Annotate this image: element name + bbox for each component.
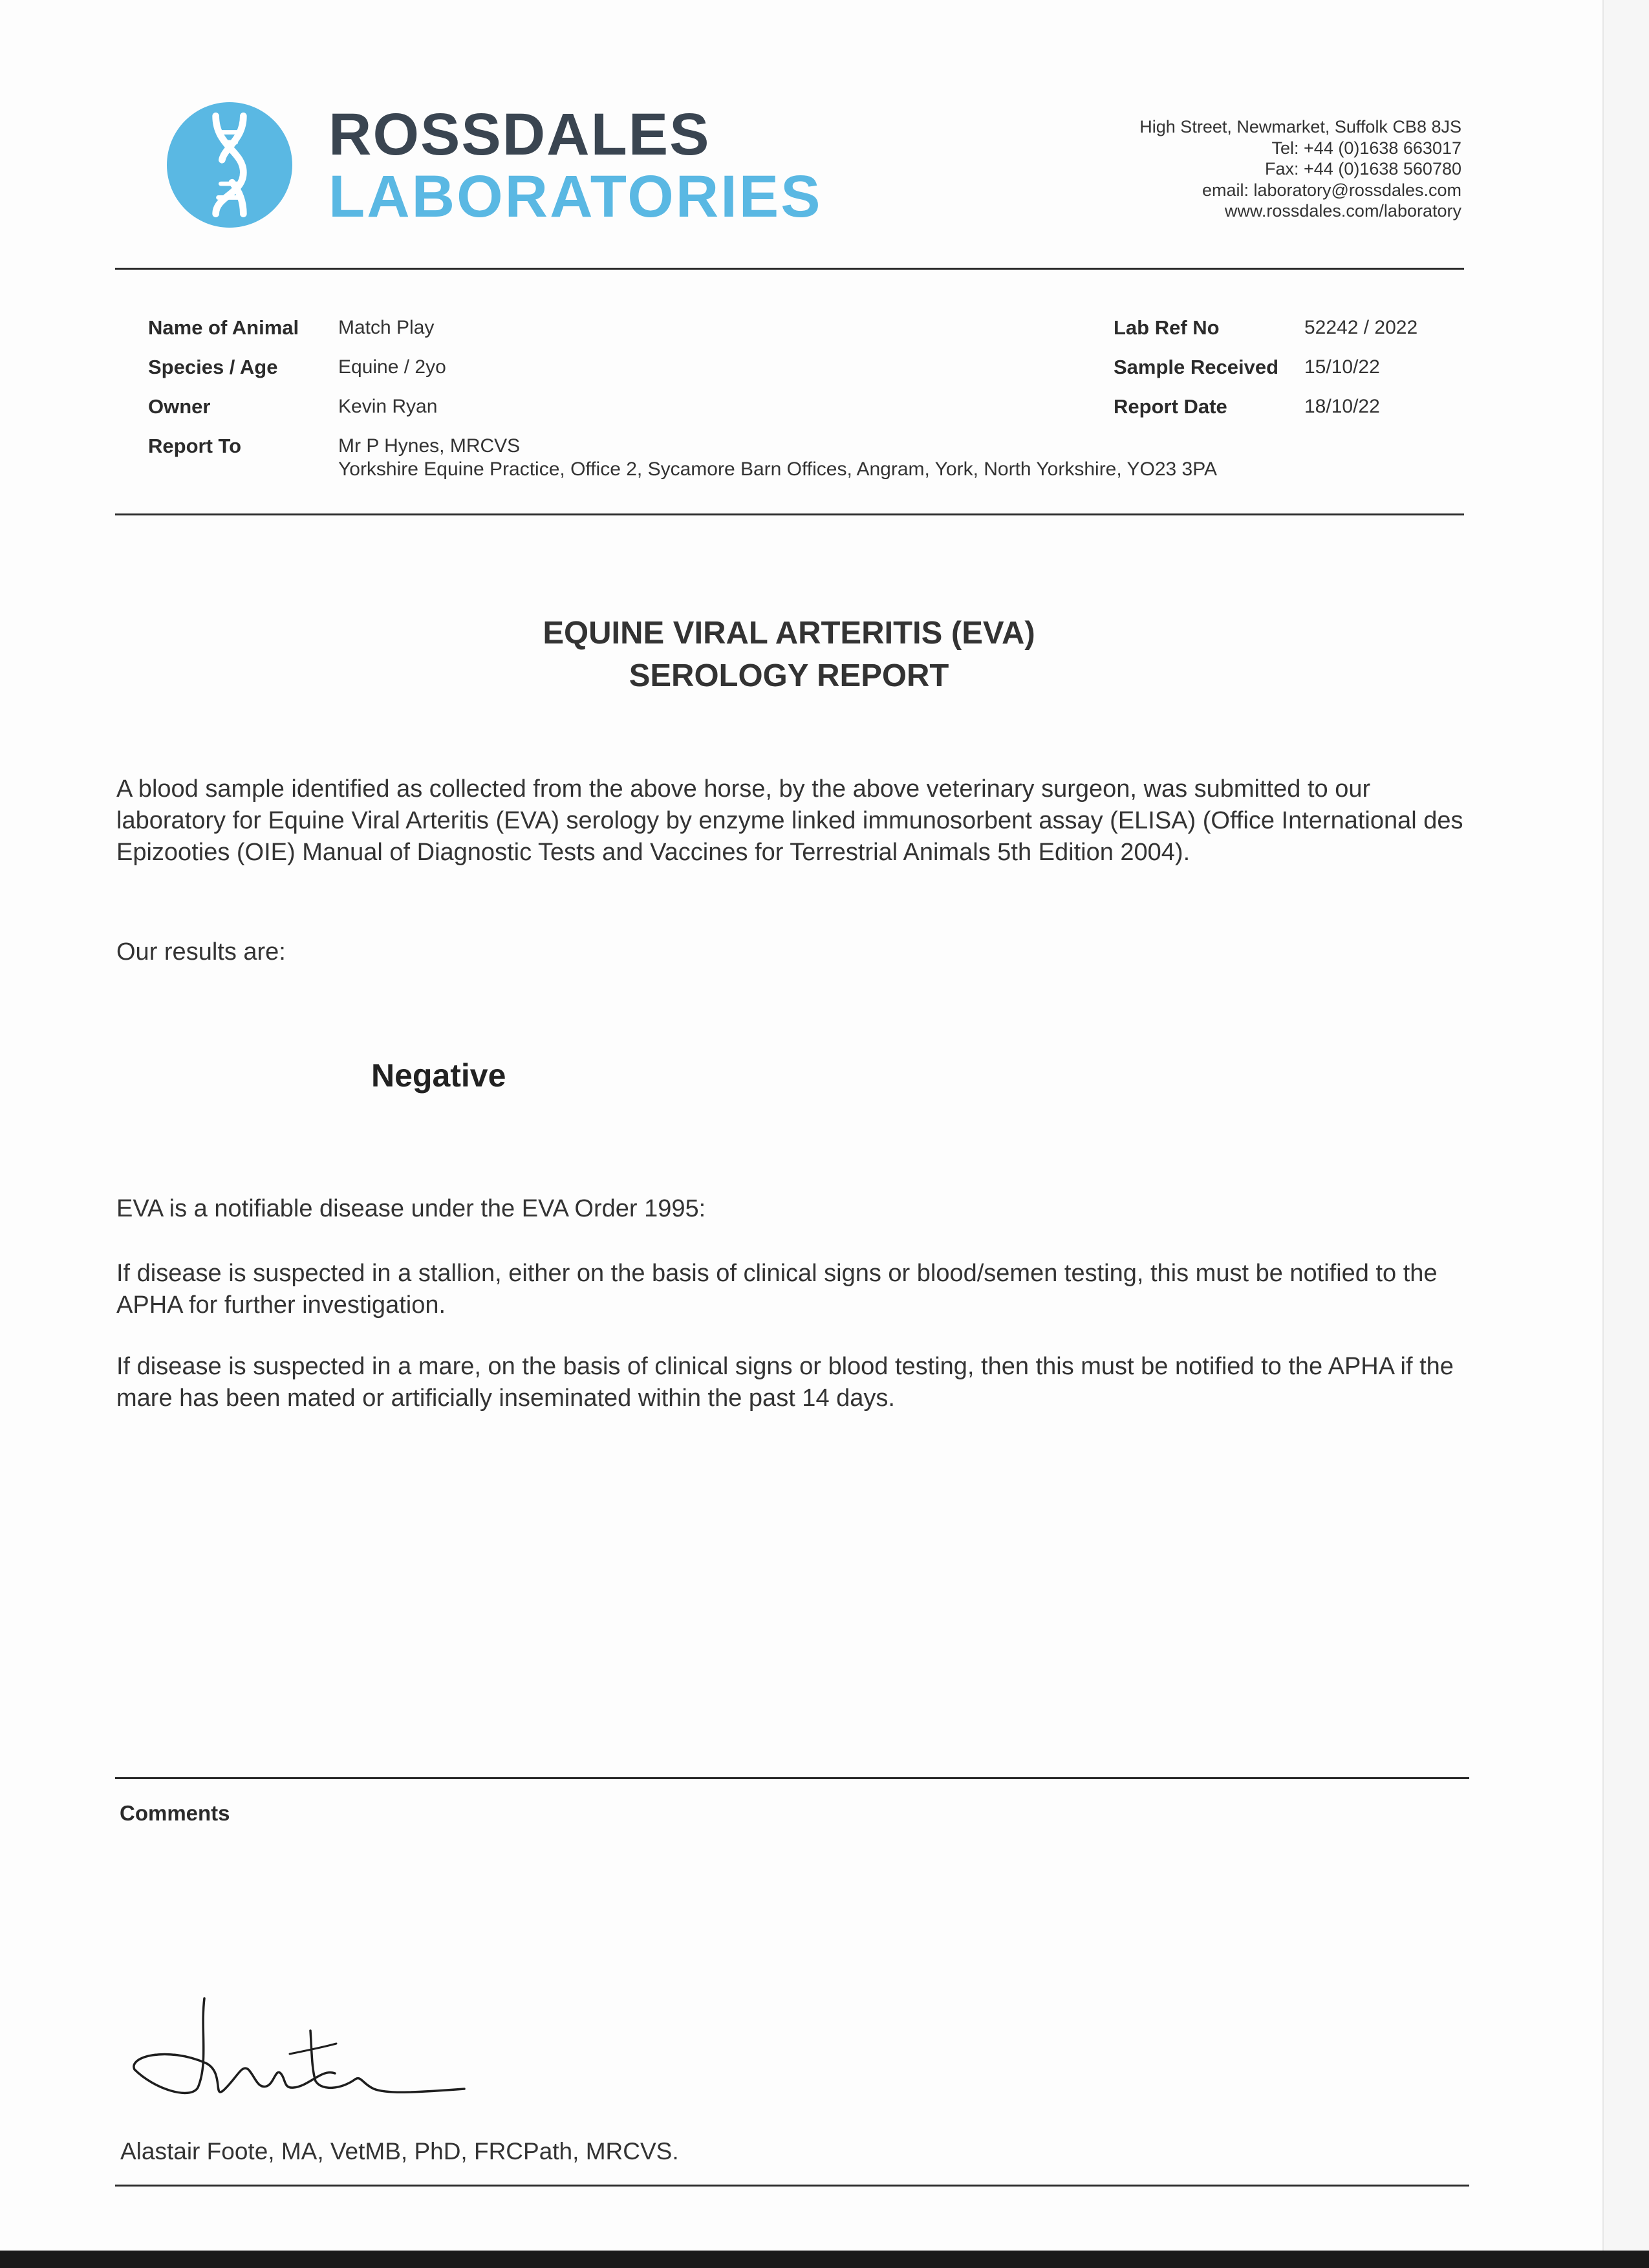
footer-divider — [115, 2185, 1469, 2187]
info-divider — [115, 513, 1464, 515]
sample-received-label: Sample Received — [1114, 356, 1279, 378]
sample-received-value: 15/10/22 — [1304, 356, 1380, 378]
header-divider — [115, 268, 1464, 270]
intro-paragraph: A blood sample identified as collected from the above horse, by the above veterinary surgeon, was submitted to our laboratory for Equine Viral Arteritis (EVA) serology by enzyme linked immunosorbent assay (ELISA) (Office International des Epizooties (OIE) Manual of Diagnostic Tests and Vaccines for Terrestrial Animals 5th Edition 2004). — [116, 775, 1463, 866]
species-label: Species / Age — [148, 356, 278, 378]
report-date-value: 18/10/22 — [1304, 396, 1380, 417]
signer-name: Alastair Foote, MA, VetMB, PhD, FRCPath, MRCVS. — [120, 2138, 679, 2165]
owner-value: Kevin Ryan — [338, 396, 438, 417]
lab-ref-value: 52242 / 2022 — [1304, 317, 1418, 338]
contact-tel: Tel: +44 (0)1638 663017 — [1271, 138, 1461, 158]
lab-ref-label: Lab Ref No — [1114, 316, 1220, 339]
report-title-line2: SEROLOGY REPORT — [629, 658, 949, 693]
logo-line1: ROSSDALES — [329, 102, 711, 167]
report-to-address: Yorkshire Equine Practice, Office 2, Sycamore Barn Offices, Angram, York, North Yorkshire, YO23 3PA — [338, 459, 1218, 480]
report-to-recipient: Mr P Hynes, MRCVS — [338, 435, 521, 457]
comments-divider — [115, 1777, 1469, 1779]
report-title-line1: EQUINE VIRAL ARTERITIS (EVA) — [543, 616, 1035, 651]
contact-block — [1009, 116, 1461, 222]
report-to-label: Report To — [148, 435, 242, 457]
handwritten-signature — [128, 1992, 477, 2108]
contact-email: email: laboratory@rossdales.com — [1202, 180, 1461, 200]
test-result: Negative — [371, 1057, 506, 1094]
contact-address: High Street, Newmarket, Suffolk CB8 8JS — [1139, 117, 1461, 136]
species-value: Equine / 2yo — [338, 356, 446, 378]
contact-website: www.rossdales.com/laboratory — [1224, 201, 1461, 221]
results-intro: Our results are: — [116, 938, 286, 966]
report-title — [0, 612, 1578, 697]
stallion-note: If disease is suspected in a stallion, either on the basis of clinical signs or blood/semen testing, this must be notified to the APHA for further investigation. — [116, 1260, 1438, 1319]
contact-fax: Fax: +44 (0)1638 560780 — [1265, 159, 1461, 178]
report-date-label: Report Date — [1114, 395, 1227, 418]
notifiable-statement: EVA is a notifiable disease under the EVA Order 1995: — [116, 1195, 706, 1222]
name-label: Name of Animal — [148, 316, 299, 339]
comments-label: Comments — [120, 1801, 230, 1825]
mare-note: If disease is suspected in a mare, on the basis of clinical signs or blood testing, then this must be notified to the APHA if the mare has been mated or artificially inseminated within the past 14 days. — [116, 1353, 1454, 1412]
logo-line2: LABORATORIES — [329, 164, 823, 230]
scan-edge — [0, 2251, 1649, 2268]
owner-label: Owner — [148, 395, 211, 418]
name-value: Match Play — [338, 317, 435, 338]
dna-helix-icon — [167, 102, 292, 228]
logo-wordmark — [329, 102, 823, 230]
